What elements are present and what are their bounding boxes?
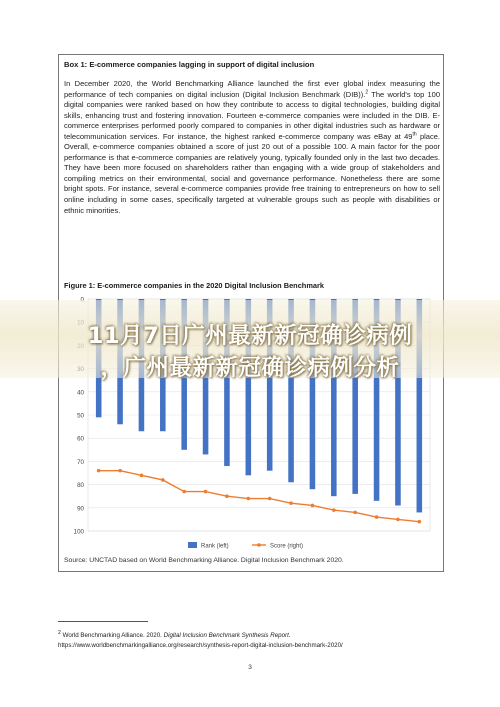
legend-rank-label: Rank (left) xyxy=(201,543,229,550)
footnote-citation xyxy=(58,628,458,641)
score-point xyxy=(332,508,336,512)
footnote-plain: World Benchmarking Alliance. 2020. xyxy=(60,632,164,640)
box-body-text xyxy=(64,79,440,216)
legend-score-label: Score (right) xyxy=(270,543,304,550)
footnote-reference[interactable]: 2 xyxy=(365,89,369,96)
ordinal-suffix: th xyxy=(412,131,417,138)
box-text-part-1: In December 2020, the World Benchmarking Alliance launched the first ever global index measuring the performance of tech companies on digital inclusion (Digital Inclusion Benchmark (DIB)). xyxy=(64,79,440,99)
legend-score-marker xyxy=(257,543,261,547)
score-point xyxy=(375,515,379,519)
footnote-divider xyxy=(58,621,148,622)
footnote-italic-title: Digital Inclusion Benchmark Synthesis Report xyxy=(163,632,289,640)
score-point xyxy=(268,497,272,501)
y-tick-label: 90 xyxy=(77,505,84,513)
score-point xyxy=(140,474,144,478)
score-point xyxy=(225,494,229,498)
legend-rank-swatch xyxy=(188,542,197,548)
y-tick-label: 50 xyxy=(77,412,84,420)
score-point xyxy=(289,501,293,505)
footnote-marker: 2 xyxy=(58,630,61,636)
score-point xyxy=(247,497,251,501)
score-point xyxy=(97,469,101,473)
y-tick-label: 70 xyxy=(77,458,84,466)
footnote xyxy=(58,628,458,651)
footnote-url[interactable]: https://www.worldbenchmarkingalliance.org/research/synthesis-report-digital-inclusion-benchmark-2020/ xyxy=(58,642,343,650)
score-point xyxy=(418,520,422,524)
score-point xyxy=(182,490,186,494)
page-number: 3 xyxy=(248,664,252,671)
box-title: Box 1: E-commerce companies lagging in support of digital inclusion xyxy=(64,60,315,69)
score-point xyxy=(118,469,122,473)
y-tick-label: 40 xyxy=(77,389,84,397)
score-point xyxy=(311,504,315,508)
score-point xyxy=(353,511,357,515)
chart-source: Source: UNCTAD based on World Benchmarking Alliance. Digital Inclusion Benchmark 2020. xyxy=(64,557,344,564)
box-text-part-2: The world's top 100 digital companies were ranked based on how they contribute to access to digital technologies, building digital skills, enhancing trust and fostering innovation. Fourteen e-commerce companies were included in the DIB. E-commerce enterprises performed poorly compared to companies in other digital industries such as hardware or telecommunication services. For instance, the highest ranked e-commerce company was eBay at 49 xyxy=(64,89,441,141)
headline-line-2: ，广州最新新冠确诊病例分析 xyxy=(100,355,400,381)
footnote-end: . xyxy=(288,632,291,640)
headline-line-1: 11月7日广州最新新冠确诊病例 xyxy=(87,323,413,349)
score-point xyxy=(204,490,208,494)
score-point xyxy=(396,518,400,522)
figure-title: Figure 1: E-commerce companies in the 2020 Digital Inclusion Benchmark xyxy=(64,281,324,290)
y-tick-label: 80 xyxy=(77,482,84,490)
box-text-part-3: place. Overall, e-commerce companies obtained a score of just 20 out of a possible 100. A main factor for the poor performance is that e-commerce companies are relatively young, typically founded only in the last two decades. They have been more focused on shareholders rather than engaging with a wide group of stakeholders and compiling metrics on their environmental, social and governance performance. Nonetheless there are some bright spots. For instance, several e-commerce companies provide free training to entrepreneurs on how to sell online including in some cases, specifically targeted at vulnerable groups such as people with disabilities or ethnic minorities. xyxy=(64,131,440,215)
y-tick-label: 100 xyxy=(73,528,84,536)
score-point xyxy=(161,478,165,482)
y-tick-label: 60 xyxy=(77,435,84,443)
